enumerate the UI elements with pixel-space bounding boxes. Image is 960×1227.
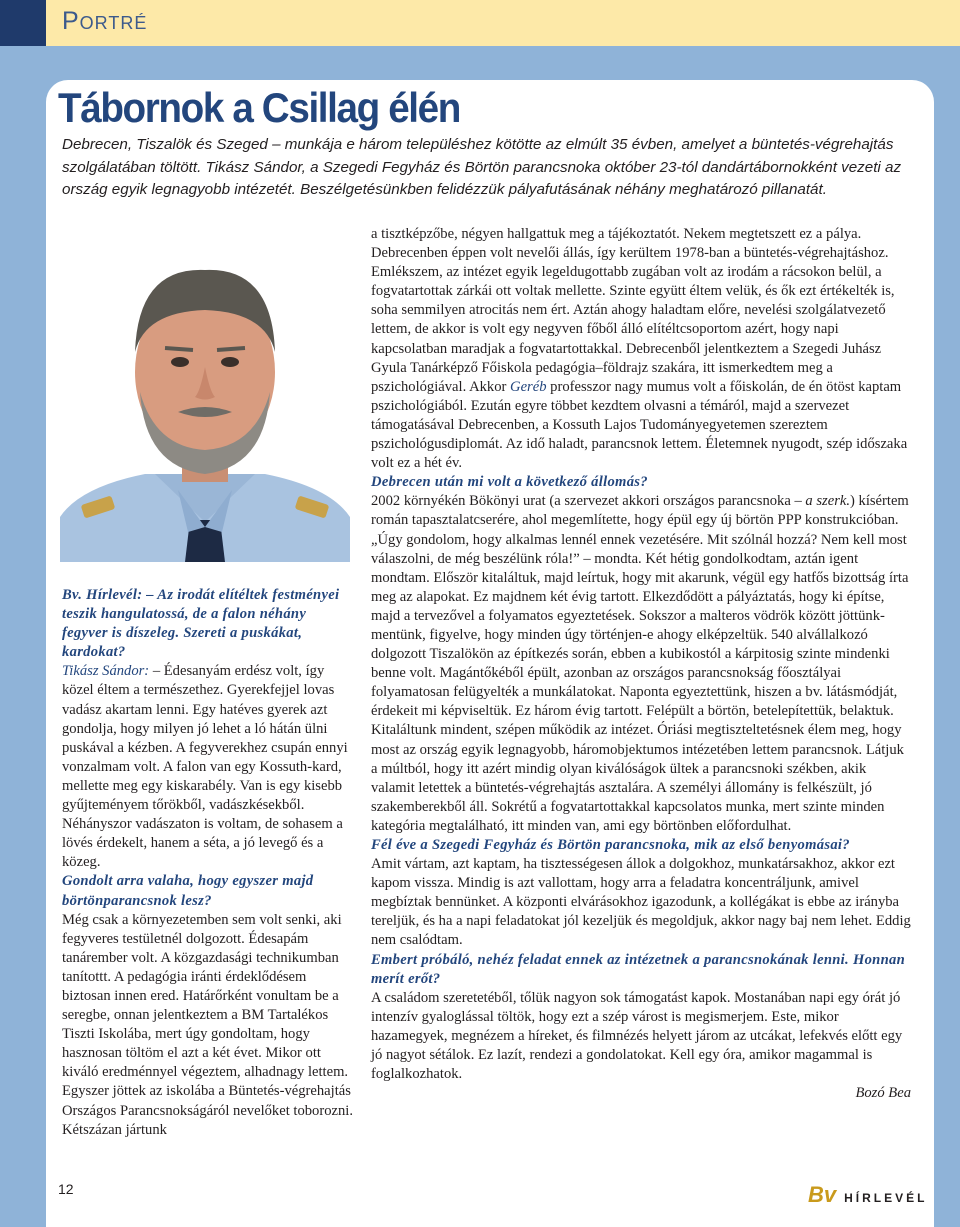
question-1: Bv. Hírlevél: – Az irodát elítéltek festményei teszik hangulatossá, de a falon néhány fegyver is díszeleg. Szereti a puskákat, kardokat? bbox=[62, 587, 340, 661]
section-rubric: Portré bbox=[62, 7, 148, 35]
author-signature: Bozó Bea bbox=[855, 1085, 911, 1102]
answer-1: Tikász Sándor: – Édesanyám erdész volt, így közel éltem a természethez. Gyerekfejjel lovas vadász akartam lenni. Egy hatéves gyerek azt gondolja, hogy milyen jó lehet a ló hátán ülni puskával a kézben. A fegyverekhez csupán ennyi vonzalmam volt. A falon van egy Kossuth-kard, mellette meg egy kiskarabély. Van is egy kisebb gyűjteményem tőrökből, vadászkésekből. Néhányszor vadászaton is voltam, de sohasem a lövés érdekelt, hanem a séta, a jó levegő és a közeg. bbox=[62, 663, 348, 871]
interviewer-label: Bv. Hírlevél: bbox=[62, 587, 143, 603]
publication-logo bbox=[808, 1182, 927, 1208]
logo-mark: Bv bbox=[808, 1182, 837, 1207]
answer-2-right: a tisztképzőbe, négyen hallgattuk meg a tájékoztatót. Nekem megtetszett ez a pálya. Debrecenben éppen volt nevelői állás, így kerültem 1978-ban a büntetés-végrehajtáshoz. Emlékszem, az intézet egyik legeldugottabb zugában volt az irodám a rácsokon belül, a fogvatartottak zárkái ott voltak mellette. Szinte együtt éltem velük, és ők ezt értékelték is, soha semmilyen atrocitás nem ért. Aztán ahogy haladtam előre, nevelési szolgálatvezető lettem, de akkor is volt egy negyven főből álló elítéltcsoportom azért, hogy napi kapcsolatban maradjak a fogvatartottakkal. Debrecenből jelentkeztem a Szegedi Juhász Gyula Tanárképző Főiskola pedagógia–földrajz szakára, itt ismerkedtem meg a pszichológiával. Akkor Geréb professzor nagy mumus volt a főiskolán, de én ötöst kaptam pszichológiából. Ezután egyre többet kezdtem olvasni a témáról, majd a szervezet támogatásával Debrecenben, a Kossuth Lajos Tudományegyetemen szereztem pszichológusdiplomát. Az idő haladt, parancsnok lettem. Életemnek nyugodt, szép időszaka volt ez a hét év. bbox=[371, 226, 908, 472]
top-band bbox=[0, 0, 960, 46]
rubric-block bbox=[0, 0, 46, 46]
answer-2-left: Még csak a környezetemben sem volt senki, aki fegyveres testületnél dolgozott. Édesapám tanárember volt. A közgazdasági technikumban tanítottt. A pedagógia iránti érdeklődésem biztosan innen ered. Határőrként vonultam be a seregbe, onnan jelentkeztem a BM Tartalékos Tiszti Iskolába, mert úgy gondoltam, hogy hasznosan töltöm el azt a két évet. Mikor ott kiváló eredménnyel végeztem, alhadnagy lettem. Egyszer jöttek az iskolába a Büntetés-végrehajtás Országos Parancsnokságáról nevelőket toborozni. Kétszázan jártunk bbox=[62, 911, 353, 1138]
name-highlight: Geréb bbox=[510, 378, 547, 395]
interviewee-label: Tikász Sándor: bbox=[62, 663, 150, 680]
portrait-photo bbox=[60, 232, 350, 562]
answer-4: Amit vártam, azt kaptam, ha tisztességesen állok a dolgokhoz, munkatársakhoz, akkor ezt kapom vissza. Mindig is azt vallottam, hogy arra a feladatra koncentráljunk, amivel megbíztak bennünket. A központi elvárásokhoz igazodunk, a kollégákat is ebbe az irányba tereljük, és ha a napi feladatokat jól kezeljük és megoldjuk, akkor nagy baj nem lehet. Eddig nem csalódtam. bbox=[371, 856, 911, 949]
question-4: Fél éve a Szegedi Fegyház és Börtön parancsnoka, mik az első benyomásai? bbox=[371, 837, 850, 853]
right-column bbox=[371, 225, 911, 1103]
answer-5: A családom szeretetéből, tőlük nagyon sok támogatást kapok. Mostanában napi egy órát jó intenzív gyaloglással töltök, hogy ezt a szép várost is megismerjem. Este, mikor hazamegyek, megnézem a híreket, és filmnézés helyett járom az utcákat, lefekvés előtt egy jó nagyot sétálok. Ez lazít, rendezi a gondolatokat. Kell egy óra, amikor magammal is foglalkozhatok. bbox=[371, 989, 903, 1083]
article-title: Tábornok a Csillag élén bbox=[58, 84, 461, 131]
article-lead: Debrecen, Tiszalök és Szeged – munkája e három településhez kötötte az elmúlt 35 évben, amelyet a büntetés-végrehajtás szolgálatában töltött. Tikász Sándor, a Szegedi Fegyház és Börtön parancsnoka október 23-tól dandártábornokként vezeti az ország egyik legnagyobb intézetét. Beszélgetésünkben felidézzük pályafutásának néhány meghatározó pillanatát. bbox=[62, 136, 902, 198]
page-number: 12 bbox=[58, 1181, 74, 1197]
question-5: Embert próbáló, nehéz feladat ennek az intézetnek a parancsnokának lenni. Honnan merít erőt? bbox=[371, 951, 906, 987]
question-3: Debrecen után mi volt a következő állomás? bbox=[371, 474, 648, 491]
left-column bbox=[62, 586, 354, 1140]
logo-text: HÍRLEVÉL bbox=[844, 1191, 928, 1205]
editor-note: a szerk. bbox=[805, 493, 851, 510]
question-2: Gondolt arra valaha, hogy egyszer majd börtönparancsnok lesz? bbox=[62, 873, 314, 909]
answer-3: 2002 környékén Bökönyi urat (a szervezet akkori országos parancsnoka – a szerk.) kísértem román tapasztalatcserére, ahol megemlítette, hogy épül egy új börtön PPP konstrukcióban. „Úgy gondolom, hogy alkalmas lennél ennek vezetésére. Mit szólnál hozzá? Nem kell most válaszolni, de még beszélünk róla!” – mondta. Két hétig gondolkodtam, aztán igent mondtam. Először kitaláltuk, majd leírtuk, hogy mit akarunk, végül egy hatfős bizottság írta meg az alapokat. Ez majdnem két évig tartott. Elkezdődött a pályáztatás, hogy ki építse, majd a tervezővel a folyamatos egyeztetések. Sokszor a malteros vödrök között jöttünk-mentünk, figyelve, hogy minden úgy történjen-e ahogy elképzeltük. 540 alvállalkozó dolgozott Tiszalökön az építkezés során, ebben a kubikostól a kárpitosig szinte mindenki benne volt. Magántőkéből épült, azonban az országos parancsnokság főosztályai folyamatosan felügyelték a munkálatokat. Naponta egyeztettünk, hiszen a bv. látásmódját, érdekeit mi képviseltük. Ez három évig tartott. Felépült a börtön, betelepítettük, belaktuk. Kitaláltunk mindent, szépen működik az intézet. Óriási megtiszteltetésnek élem meg, hogy most az ország egyik legnagyobb, háromobjektumos intézetében lettem parancsnok. Látjuk a múltból, hogy itt azért mindig olyan kiválóságok ültek a parancsnoki székben, akik valamit letettek a büntetés-végrehajtás asztalára. A személyi állomány is felkészült, jó szakemberekből áll. Sokrétű a fogvatartottakkal kapcsolatos munka, mert szinte minden kategória megtalálható, itt minden van, ami egy börtönben előfordulhat. bbox=[371, 493, 909, 834]
